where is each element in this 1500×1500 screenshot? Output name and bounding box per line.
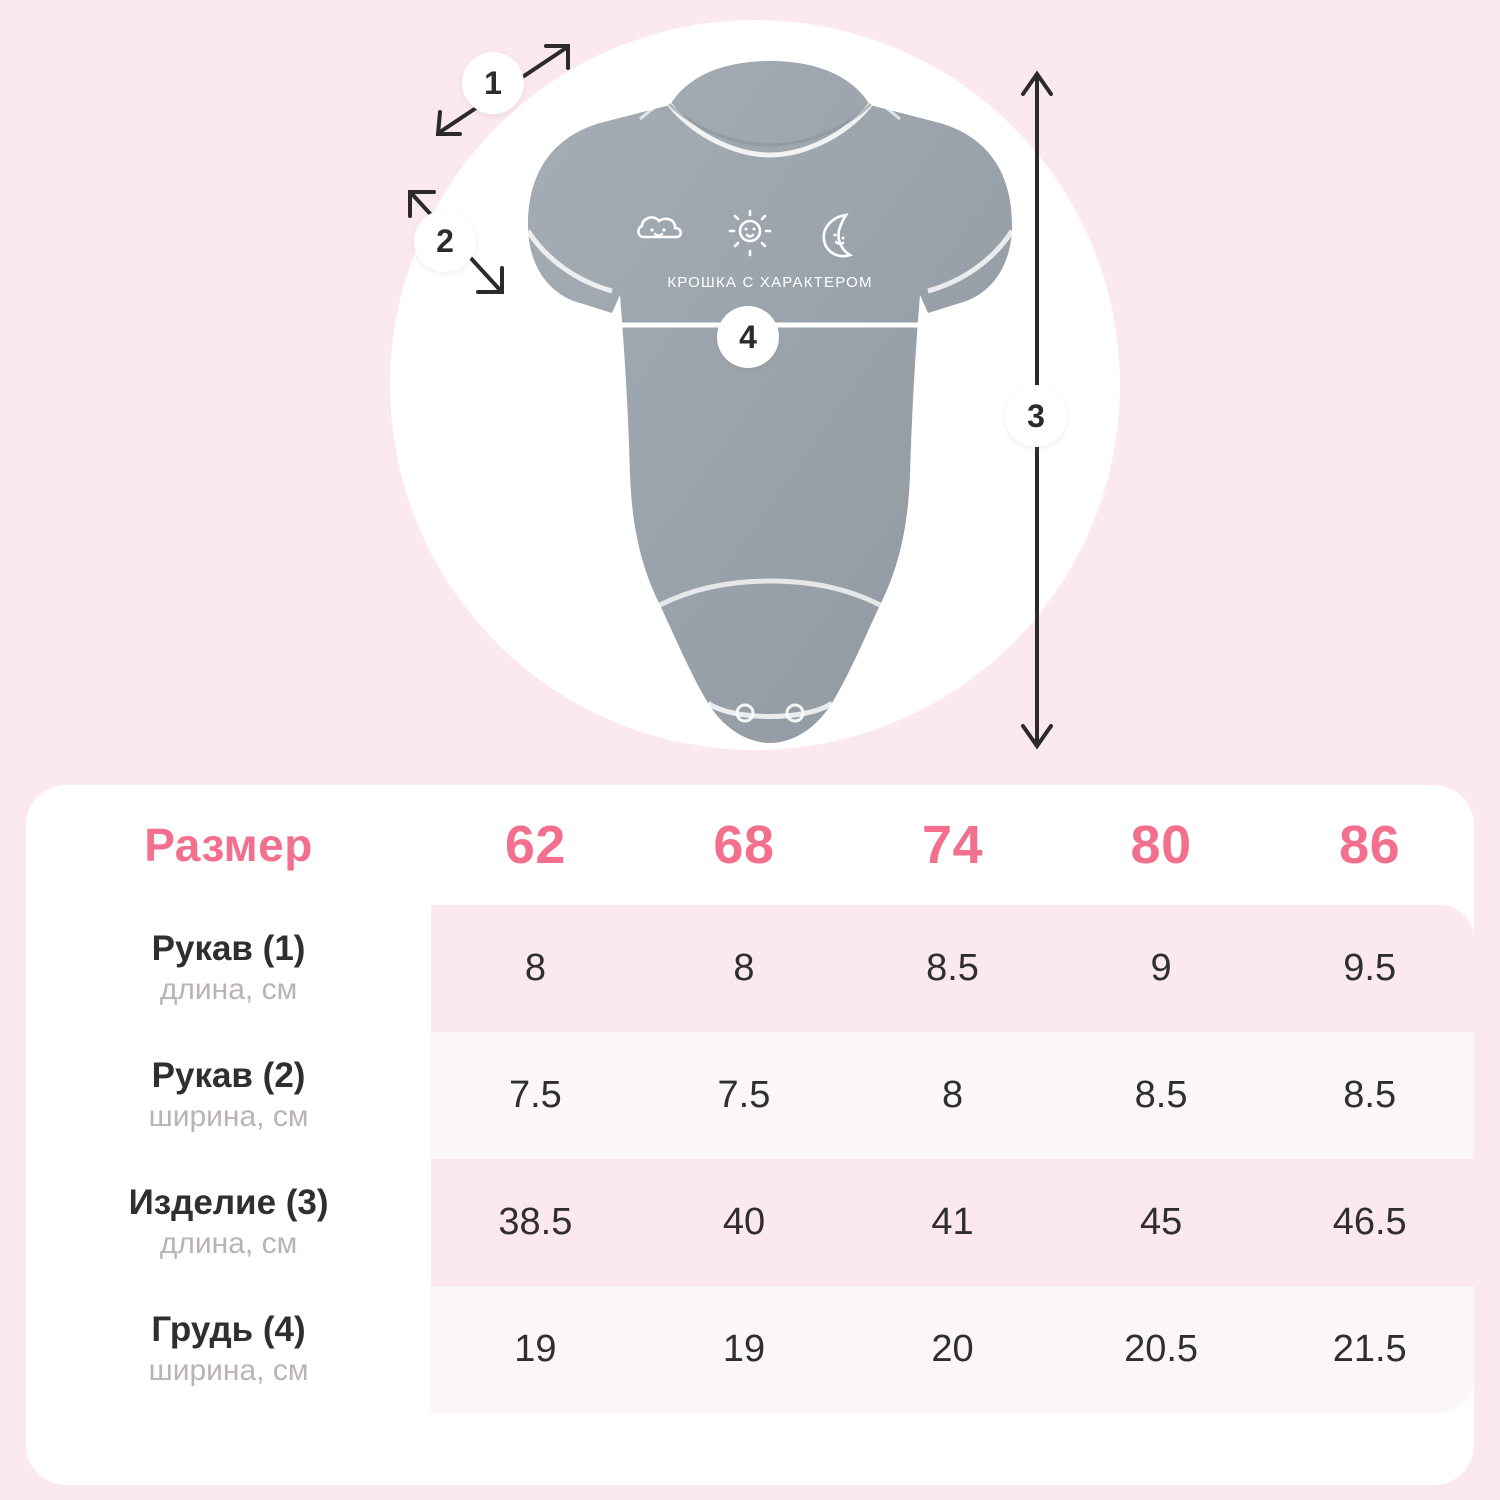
- row-title: Изделие (3): [128, 1182, 329, 1222]
- size-table-card: [26, 785, 1474, 1485]
- row-subtitle: ширина, см: [148, 1353, 309, 1387]
- cell-value: 8.5: [1057, 1032, 1266, 1159]
- print-slogan: КРОШКА С ХАРАКТЕРОМ: [667, 274, 873, 291]
- cell-value: 41: [848, 1159, 1057, 1286]
- cell-value: 7.5: [431, 1032, 640, 1159]
- cell-value: 19: [431, 1286, 640, 1413]
- cell-value: 20.5: [1057, 1286, 1266, 1413]
- cell-value: 7.5: [640, 1032, 849, 1159]
- row-subtitle: длина, см: [159, 1226, 298, 1260]
- header-size-74: 74: [921, 815, 984, 875]
- size-table-body: [26, 905, 1474, 1413]
- header-size-86: 86: [1339, 815, 1401, 875]
- cell-value: 8.5: [1265, 1032, 1474, 1159]
- row-label-sleeve-width: [26, 1032, 431, 1159]
- table-row: [26, 1032, 1474, 1159]
- row-subtitle: ширина, см: [148, 1099, 309, 1133]
- header-size-80: 80: [1130, 815, 1192, 875]
- callout-1: 1: [462, 52, 524, 114]
- table-row: [26, 905, 1474, 1032]
- cell-value: 8.5: [848, 905, 1057, 1032]
- callout-4: 4: [717, 306, 779, 368]
- row-label-chest-width: [26, 1286, 431, 1413]
- cell-value: 45: [1057, 1159, 1266, 1286]
- size-table: [26, 785, 1474, 1413]
- row-title: Грудь (4): [151, 1309, 306, 1349]
- row-label-sleeve-length: [26, 905, 431, 1032]
- table-header-row: [26, 785, 1474, 905]
- row-subtitle: длина, см: [159, 972, 298, 1006]
- row-label-garment-length: [26, 1159, 431, 1286]
- cell-value: 40: [640, 1159, 849, 1286]
- cell-value: 8: [848, 1032, 1057, 1159]
- header-size-68: 68: [713, 815, 775, 875]
- cell-value: 19: [640, 1286, 849, 1413]
- row-title: Рукав (2): [151, 1055, 306, 1095]
- header-size-62: 62: [504, 815, 566, 875]
- header-size-label: Размер: [144, 819, 313, 871]
- cell-value: 8: [431, 905, 640, 1032]
- table-row: [26, 1159, 1474, 1286]
- callout-2: 2: [414, 210, 476, 272]
- cell-value: 9.5: [1265, 905, 1474, 1032]
- size-table-head: [26, 785, 1474, 905]
- cell-value: 20: [848, 1286, 1057, 1413]
- cell-value: 9: [1057, 905, 1266, 1032]
- row-title: Рукав (1): [151, 928, 306, 968]
- cell-value: 21.5: [1265, 1286, 1474, 1413]
- cell-value: 46.5: [1265, 1159, 1474, 1286]
- cell-value: 8: [640, 905, 849, 1032]
- cell-value: 38.5: [431, 1159, 640, 1286]
- callout-3: 3: [1005, 385, 1067, 447]
- table-row: [26, 1286, 1474, 1413]
